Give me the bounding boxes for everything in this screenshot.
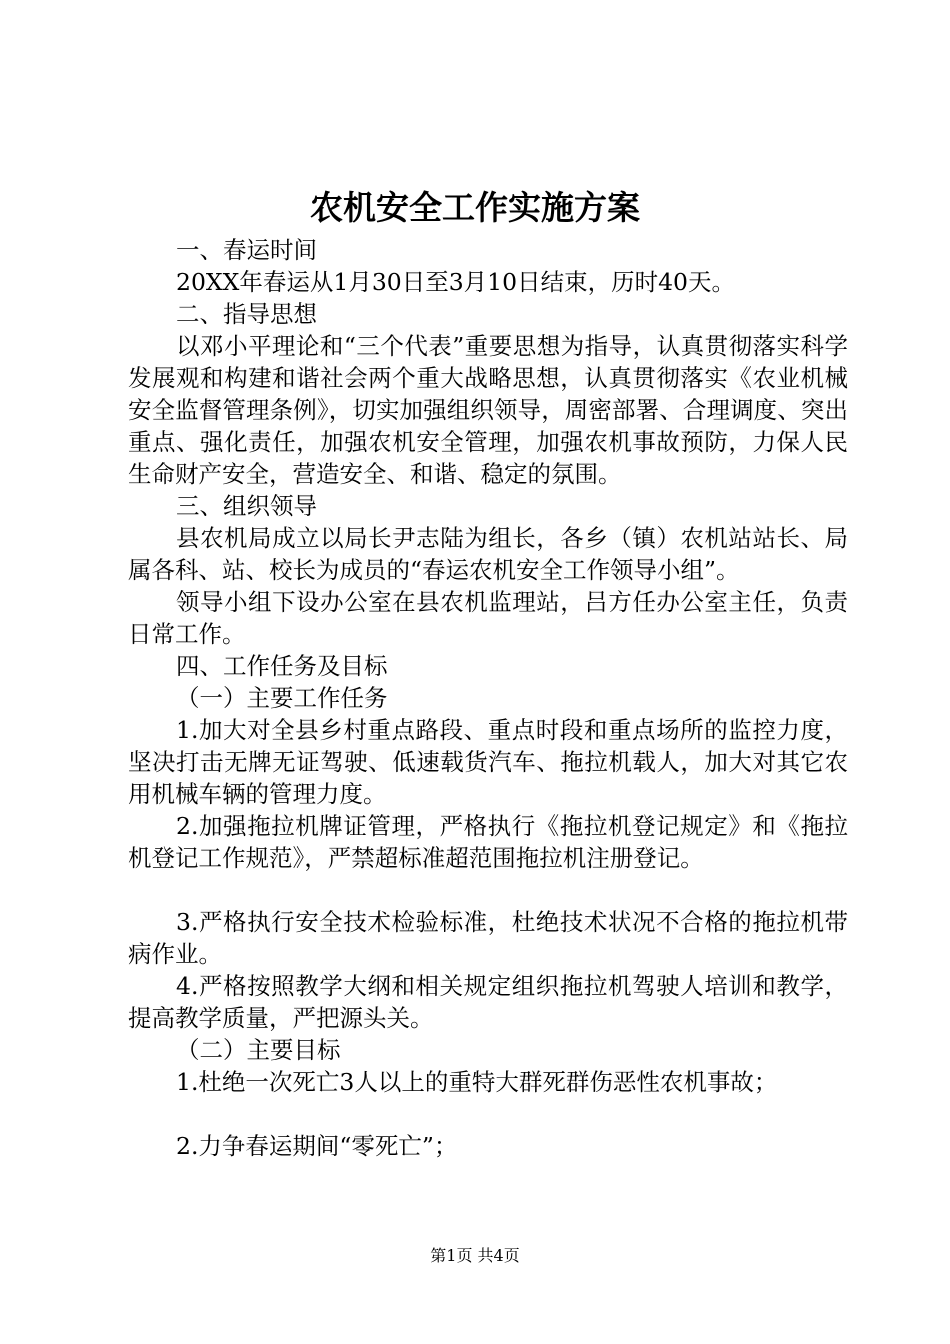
subheading-main-tasks: （一）主要工作任务 <box>176 684 388 712</box>
subheading-main-goals: （二）主要目标 <box>176 1036 341 1064</box>
document-title: 农机安全工作实施方案 <box>310 188 640 227</box>
section-heading-spring-period: 一、春运时间 <box>176 236 317 264</box>
section-heading-tasks-goals: 四、工作任务及目标 <box>176 652 388 680</box>
paragraph-spring-period: 20XX年春运从1月30日至3月10日结束，历时40天。 <box>176 268 735 296</box>
page-number-footer: 第1页 共4页 <box>430 1246 520 1265</box>
list-item-goal-2: 2.力争春运期间“零死亡”； <box>176 1132 458 1160</box>
section-heading-organization: 三、组织领导 <box>176 492 317 520</box>
document-body <box>128 234 848 1162</box>
list-item-goal-1: 1.杜绝一次死亡3人以上的重特大群死群伤恶性农机事故； <box>176 1068 778 1096</box>
list-item-task-2: 2.加强拖拉机牌证管理，严格执行《拖拉机登记规定》和《拖拉机登记工作规范》，严禁超标准超范围拖拉机注册登记。 <box>128 812 848 872</box>
paragraph-leading-group: 县农机局成立以局长尹志陆为组长，各乡（镇）农机站站长、局属各科、站、校长为成员的“春运农机安全工作领导小组”。 <box>128 524 848 584</box>
list-item-task-1: 1.加大对全县乡村重点路段、重点时段和重点场所的监控力度，坚决打击无牌无证驾驶、低速载货汽车、拖拉机载人，加大对其它农用机械车辆的管理力度。 <box>128 716 848 808</box>
paragraph-office: 领导小组下设办公室在县农机监理站，吕方任办公室主任，负责日常工作。 <box>128 588 848 648</box>
list-item-task-4: 4.严格按照教学大纲和相关规定组织拖拉机驾驶人培训和教学，提高教学质量，严把源头关。 <box>128 972 848 1032</box>
list-item-task-3: 3.严格执行安全技术检验标准，杜绝技术状况不合格的拖拉机带病作业。 <box>128 908 848 968</box>
paragraph-guiding-ideology: 以邓小平理论和“三个代表”重要思想为指导，认真贯彻落实科学发展观和构建和谐社会两个重大战略思想，认真贯彻落实《农业机械安全监督管理条例》，切实加强组织领导，周密部署、合理调度、突出重点、强化责任，加强农机安全管理，加强农机事故预防，力保人民生命财产安全，营造安全、和谐、稳定的氛围。 <box>128 332 848 488</box>
section-heading-guiding-ideology: 二、指导思想 <box>176 300 317 328</box>
